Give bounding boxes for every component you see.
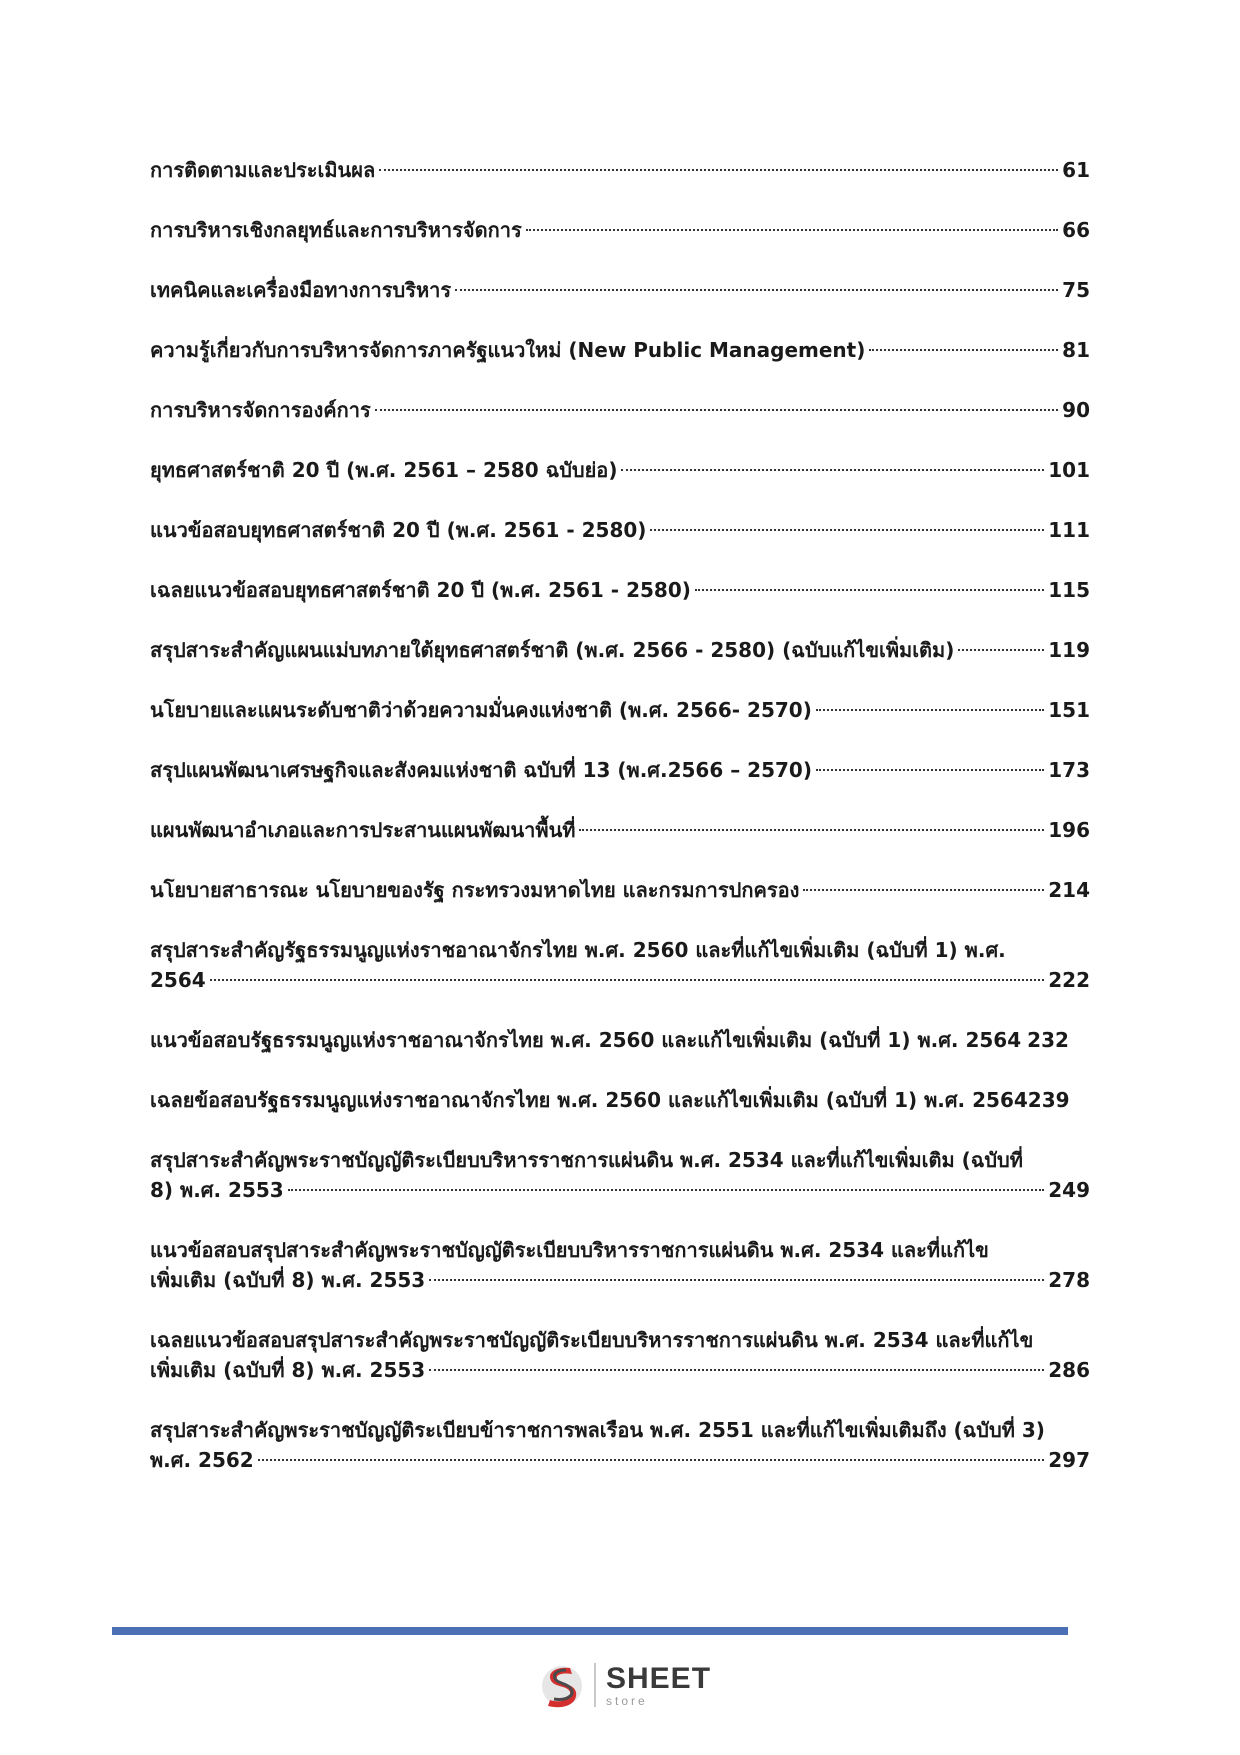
toc-page-number: 101: [1048, 458, 1090, 482]
dot-leader: [210, 979, 1045, 981]
toc-page-number: 173: [1048, 758, 1090, 782]
table-of-contents: [150, 155, 1090, 1505]
dot-leader: [379, 169, 1058, 171]
dot-leader: [803, 889, 1044, 891]
toc-page-number: 66: [1062, 218, 1090, 242]
toc-page-number: 119: [1048, 638, 1090, 662]
toc-page-number: 297: [1048, 1448, 1090, 1472]
toc-entry[interactable]: [150, 635, 1090, 665]
dot-leader: [869, 349, 1058, 351]
dot-leader: [958, 649, 1044, 651]
footer-rule: [112, 1627, 1068, 1635]
toc-page-number: 286: [1048, 1358, 1090, 1382]
toc-entry-title: 8) พ.ศ. 2553: [150, 1178, 284, 1202]
toc-entry[interactable]: [150, 395, 1090, 425]
logo-text: [606, 1661, 712, 1708]
toc-entry-title: การบริหารจัดการองค์การ: [150, 398, 371, 422]
dot-leader: [816, 709, 1044, 711]
toc-entry-title: ความรู้เกี่ยวกับการบริหารจัดการภาครัฐแนวใหม่ (New Public Management): [150, 338, 866, 362]
toc-entry-title-line1: เฉลยแนวข้อสอบสรุปสาระสำคัญพระราชบัญญัติระเบียบบริหารราชการแผ่นดิน พ.ศ. 2534 และที่แก้ไข: [150, 1328, 1034, 1352]
dot-leader: [579, 829, 1044, 831]
dot-leader: [455, 289, 1058, 291]
toc-page-number: 81: [1062, 338, 1090, 362]
toc-entry[interactable]: [150, 275, 1090, 305]
toc-entry[interactable]: [150, 875, 1090, 905]
toc-entry-title: เฉลยข้อสอบรัฐธรรมนูญแห่งราชอาณาจักรไทย พ.ศ. 2560 และแก้ไขเพิ่มเติม (ฉบับที่ 1) พ.ศ. 2564: [150, 1088, 1028, 1112]
toc-entry[interactable]: [150, 155, 1090, 185]
toc-entry[interactable]: [150, 935, 1090, 995]
toc-entry[interactable]: [150, 1025, 1090, 1055]
toc-entry-title-line1: สรุปสาระสำคัญพระราชบัญญัติระเบียบบริหารราชการแผ่นดิน พ.ศ. 2534 และที่แก้ไขเพิ่มเติม (ฉบับที่: [150, 1148, 1023, 1172]
dot-leader: [429, 1279, 1044, 1281]
toc-entry-title: แนวข้อสอบรัฐธรรมนูญแห่งราชอาณาจักรไทย พ.ศ. 2560 และแก้ไขเพิ่มเติม (ฉบับที่ 1) พ.ศ. 2564: [150, 1028, 1022, 1052]
toc-page-number: 61: [1062, 158, 1090, 182]
dot-leader: [621, 469, 1044, 471]
toc-entry-title: เพิ่มเติม (ฉบับที่ 8) พ.ศ. 2553: [150, 1268, 426, 1292]
toc-entry-title: เฉลยแนวข้อสอบยุทธศาสตร์ชาติ 20 ปี (พ.ศ. 2561 - 2580): [150, 578, 691, 602]
toc-entry-title: แผนพัฒนาอำเภอและการประสานแผนพัฒนาพื้นที่: [150, 818, 576, 842]
logo-divider: [594, 1663, 596, 1707]
toc-page-number: 239: [1027, 1088, 1070, 1112]
toc-entry[interactable]: [150, 695, 1090, 725]
toc-page-number: 196: [1048, 818, 1090, 842]
toc-entry-title: นโยบายสาธารณะ นโยบายของรัฐ กระทรวงมหาดไทย และกรมการปกครอง: [150, 878, 800, 902]
toc-entry-title: ยุทธศาสตร์ชาติ 20 ปี (พ.ศ. 2561 – 2580 ฉบับย่อ): [150, 458, 618, 482]
toc-entry[interactable]: [150, 1415, 1090, 1475]
toc-entry-title: การติดตามและประเมินผล: [150, 158, 376, 182]
toc-entry[interactable]: [150, 1235, 1090, 1295]
toc-entry[interactable]: [150, 215, 1090, 245]
toc-page-number: 115: [1048, 578, 1090, 602]
toc-entry[interactable]: [150, 815, 1090, 845]
toc-entry[interactable]: [150, 335, 1090, 365]
sheet-store-logo: [540, 1655, 711, 1715]
dot-leader: [526, 229, 1058, 231]
toc-entry-title: สรุปแผนพัฒนาเศรษฐกิจและสังคมแห่งชาติ ฉบับที่ 13 (พ.ศ.2566 – 2570): [150, 758, 812, 782]
toc-entry-title: แนวข้อสอบยุทธศาสตร์ชาติ 20 ปี (พ.ศ. 2561 - 2580): [150, 518, 647, 542]
dot-leader: [429, 1369, 1044, 1371]
dot-leader: [695, 589, 1044, 591]
dot-leader: [258, 1459, 1045, 1461]
dot-leader: [816, 769, 1044, 771]
dot-leader: [375, 409, 1058, 411]
toc-page-number: 249: [1048, 1178, 1090, 1202]
logo-wordmark: SHEET: [606, 1661, 712, 1695]
toc-entry[interactable]: [150, 515, 1090, 545]
toc-page-number: 232: [1027, 1028, 1069, 1052]
toc-entry-title: เทคนิคและเครื่องมือทางการบริหาร: [150, 278, 452, 302]
toc-page-number: 90: [1062, 398, 1090, 422]
toc-entry[interactable]: [150, 1325, 1090, 1385]
toc-page-number: 278: [1048, 1268, 1090, 1292]
toc-entry-title: นโยบายและแผนระดับชาติว่าด้วยความมั่นคงแห่งชาติ (พ.ศ. 2566- 2570): [150, 698, 812, 722]
toc-entry-title-line1: สรุปสาระสำคัญพระราชบัญญัติระเบียบข้าราชการพลเรือน พ.ศ. 2551 และที่แก้ไขเพิ่มเติมถึง (ฉบับที่ 3): [150, 1418, 1045, 1442]
toc-entry-title-line1: แนวข้อสอบสรุปสาระสำคัญพระราชบัญญัติระเบียบบริหารราชการแผ่นดิน พ.ศ. 2534 และที่แก้ไข: [150, 1238, 989, 1262]
toc-entry[interactable]: [150, 1145, 1090, 1205]
toc-entry-title-line1: สรุปสาระสำคัญรัฐธรรมนูญแห่งราชอาณาจักรไทย พ.ศ. 2560 และที่แก้ไขเพิ่มเติม (ฉบับที่ 1) พ.ศ.: [150, 938, 1006, 962]
toc-page-number: 222: [1048, 968, 1090, 992]
toc-page-number: 214: [1048, 878, 1090, 902]
toc-entry-title: การบริหารเชิงกลยุทธ์และการบริหารจัดการ: [150, 218, 522, 242]
dot-leader: [650, 529, 1044, 531]
toc-entry-title: เพิ่มเติม (ฉบับที่ 8) พ.ศ. 2553: [150, 1358, 426, 1382]
toc-entry[interactable]: [150, 1085, 1090, 1115]
toc-entry-title: สรุปสาระสำคัญแผนแม่บทภายใต้ยุทธศาสตร์ชาติ (พ.ศ. 2566 - 2580) (ฉบับแก้ไขเพิ่มเติม): [150, 638, 955, 662]
logo-subtitle: store: [606, 1693, 648, 1708]
toc-page-number: 151: [1048, 698, 1090, 722]
toc-entry[interactable]: [150, 755, 1090, 785]
toc-entry[interactable]: [150, 575, 1090, 605]
toc-entry-title: พ.ศ. 2562: [150, 1448, 254, 1472]
sheet-store-s-icon: [540, 1660, 584, 1710]
dot-leader: [288, 1189, 1045, 1191]
toc-entry-title: 2564: [150, 968, 206, 992]
toc-page-number: 111: [1048, 518, 1090, 542]
toc-page-number: 75: [1062, 278, 1090, 302]
toc-entry[interactable]: [150, 455, 1090, 485]
